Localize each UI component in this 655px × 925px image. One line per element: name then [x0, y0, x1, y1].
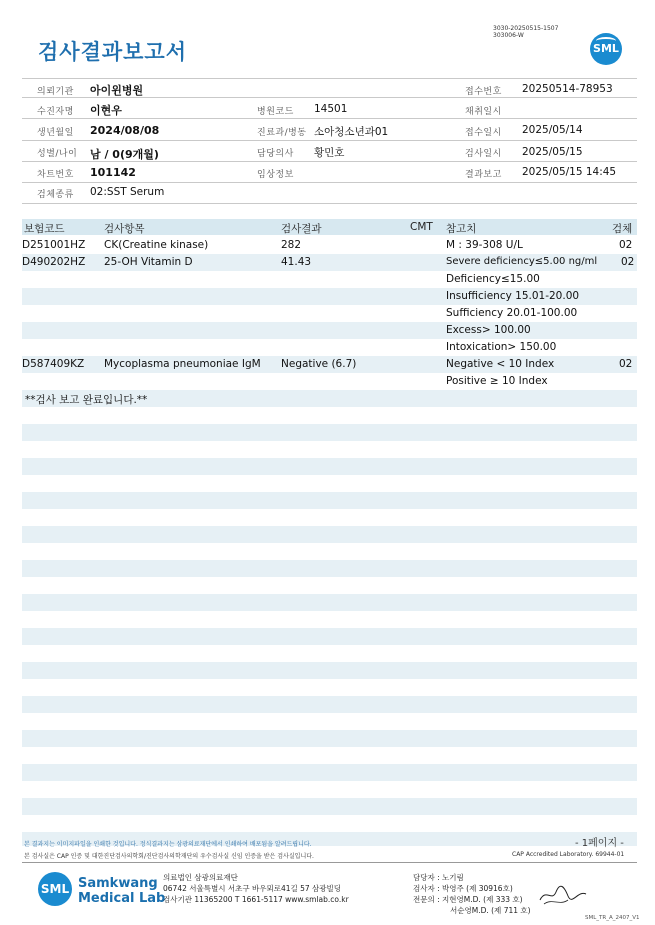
empty-row	[22, 492, 637, 509]
info-divider	[22, 182, 637, 183]
receipt-date-value: 2025/05/14	[522, 124, 583, 136]
chart-label: 차트번호	[37, 170, 74, 180]
page-title: 검사결과보고서	[38, 40, 188, 64]
specimen-label: 검체종류	[37, 190, 74, 200]
row-result: 41.43	[281, 256, 312, 268]
table-row	[22, 339, 637, 356]
dob-label: 생년월일	[37, 128, 74, 138]
hospital-value: 아이윈병원	[90, 84, 144, 97]
tester-label: 검사자 :	[413, 884, 440, 893]
table-row	[22, 322, 637, 339]
org-address: 06742 서울특별시 서초구 바우뫼로41길 57 삼광빌딩	[163, 884, 342, 893]
row-code: D251001HZ	[22, 239, 86, 251]
empty-row	[22, 458, 637, 475]
report-value: 2025/05/15 14:45	[522, 166, 617, 178]
row-item: 25-OH Vitamin D	[104, 256, 193, 268]
organization-info	[163, 872, 349, 905]
col-result: 검사결과	[281, 223, 322, 235]
document-code-line1: 3030-20250515-1507	[493, 25, 559, 32]
document-code	[493, 25, 558, 39]
org-name: 의료법인 삼광의료재단	[163, 873, 238, 882]
row-specimen: 02	[619, 358, 633, 370]
row-ref: Insufficiency 15.01-20.00	[446, 290, 580, 302]
row-ref: Severe deficiency≤5.00 ng/ml	[446, 256, 598, 267]
clinical-label: 임상정보	[257, 170, 294, 180]
sex-age-value: 남 / 0(9개월)	[90, 148, 159, 161]
row-ref: Positive ≥ 10 Index	[446, 375, 548, 387]
hospital-code-label: 병원코드	[257, 107, 294, 117]
chart-value: 101142	[90, 166, 136, 179]
page-number: - 1페이지 -	[575, 838, 624, 849]
name-label: 수진자명	[37, 107, 74, 117]
table-row	[22, 305, 637, 322]
sml-footer-logo: SML	[38, 872, 72, 906]
row-code: D587409KZ	[22, 358, 85, 370]
specimen-value: 02:SST Serum	[90, 186, 165, 198]
info-divider	[22, 118, 637, 119]
row-item: CK(Creatine kinase)	[104, 239, 209, 251]
doctor-label: 담당의사	[257, 149, 294, 159]
table-row	[22, 390, 637, 407]
sml-logo: SML	[590, 33, 622, 65]
info-top-divider	[22, 78, 637, 79]
receipt-no-value: 20250514-78953	[522, 83, 613, 95]
dept-value: 소아청소년과01	[314, 126, 389, 138]
col-specimen: 검체	[612, 223, 633, 235]
brand-name-line2: Medical Lab	[78, 891, 166, 906]
cap-accreditation: CAP Accredited Laboratory. 69944-01	[512, 851, 625, 858]
hospital-label: 의뢰기관	[37, 87, 74, 97]
org-code: 검사기관 11365200 T 1661-5117 www.smlab.co.kr	[163, 895, 349, 904]
empty-row	[22, 696, 637, 713]
row-ref: Excess> 100.00	[446, 324, 531, 336]
table-row	[22, 237, 637, 254]
form-code: SML_TR_A_2407_V1	[585, 915, 640, 921]
row-item: Mycoplasma pneumoniae IgM	[104, 358, 261, 370]
row-specimen: 02	[621, 256, 635, 268]
empty-row	[22, 662, 637, 679]
col-cmt: CMT	[410, 221, 433, 233]
hospital-code-value: 14501	[314, 103, 348, 115]
row-ref: M : 39-308 U/L	[446, 239, 523, 251]
col-item: 검사항목	[104, 223, 145, 235]
certification-note: 본 검사실은 CAP 인증 및 대한진단검사의학회/진단검사의학재단의 우수검사실 신임 인증을 받은 검사실입니다.	[24, 853, 314, 860]
staff-info	[413, 872, 531, 916]
staff-label: 담당자 :	[413, 873, 440, 882]
row-ref: Intoxication> 150.00	[446, 341, 557, 353]
print-notice: 본 결과지는 이미지파일을 인쇄한 것입니다. 정식결과지는 삼광의료재단에서 인쇄하여 배포됨을 알려드립니다.	[24, 841, 312, 848]
tester-value: 박영주 (제 30916호)	[442, 884, 513, 893]
row-code: D490202HZ	[22, 256, 86, 268]
empty-row	[22, 798, 637, 815]
info-bottom-divider	[22, 203, 637, 204]
empty-row	[22, 424, 637, 441]
col-ref: 참고치	[446, 223, 477, 235]
info-divider	[22, 161, 637, 162]
sex-age-label: 성별/나이	[37, 149, 78, 159]
row-result: Negative (6.7)	[281, 358, 357, 370]
col-code: 보험코드	[24, 223, 65, 235]
row-result: 282	[281, 239, 302, 251]
table-row	[22, 373, 637, 390]
specialist-label: 전문의 :	[413, 895, 440, 904]
completion-note: **검사 보고 완료입니다.**	[25, 394, 148, 406]
table-row	[22, 356, 637, 373]
test-date-label: 검사일시	[465, 149, 502, 159]
empty-row	[22, 764, 637, 781]
info-divider	[22, 97, 637, 98]
document-code-line2: 303006-W	[493, 32, 524, 39]
specialist-value-1: 지현영M.D. (제 333 호)	[442, 895, 523, 904]
test-date-value: 2025/05/15	[522, 146, 583, 158]
empty-row	[22, 594, 637, 611]
row-ref: Sufficiency 20.01-100.00	[446, 307, 578, 319]
dob-value: 2024/08/08	[90, 124, 160, 137]
footer-divider	[22, 862, 637, 863]
brand-name-line1: Samkwang	[78, 876, 158, 891]
empty-row	[22, 560, 637, 577]
report-label: 결과보고	[465, 170, 502, 180]
staff-value: 노기림	[442, 873, 464, 882]
table-row	[22, 254, 637, 271]
info-divider	[22, 140, 637, 141]
row-specimen: 02	[619, 239, 633, 251]
empty-row	[22, 526, 637, 543]
results-table-header	[22, 219, 637, 235]
row-ref: Negative < 10 Index	[446, 358, 555, 370]
doctor-value: 황민호	[314, 147, 345, 159]
specialist-value-2: 서순영M.D. (제 711 호)	[450, 906, 531, 915]
name-value: 이현우	[90, 104, 122, 117]
empty-row	[22, 730, 637, 747]
table-row	[22, 288, 637, 305]
signature	[538, 882, 588, 908]
empty-row	[22, 628, 637, 645]
collect-date-label: 채취일시	[465, 107, 502, 117]
row-ref: Deficiency≤15.00	[446, 273, 540, 285]
dept-label: 진료과/병동	[257, 128, 307, 138]
table-row	[22, 271, 637, 288]
receipt-date-label: 접수일시	[465, 128, 502, 138]
receipt-no-label: 접수번호	[465, 87, 502, 97]
